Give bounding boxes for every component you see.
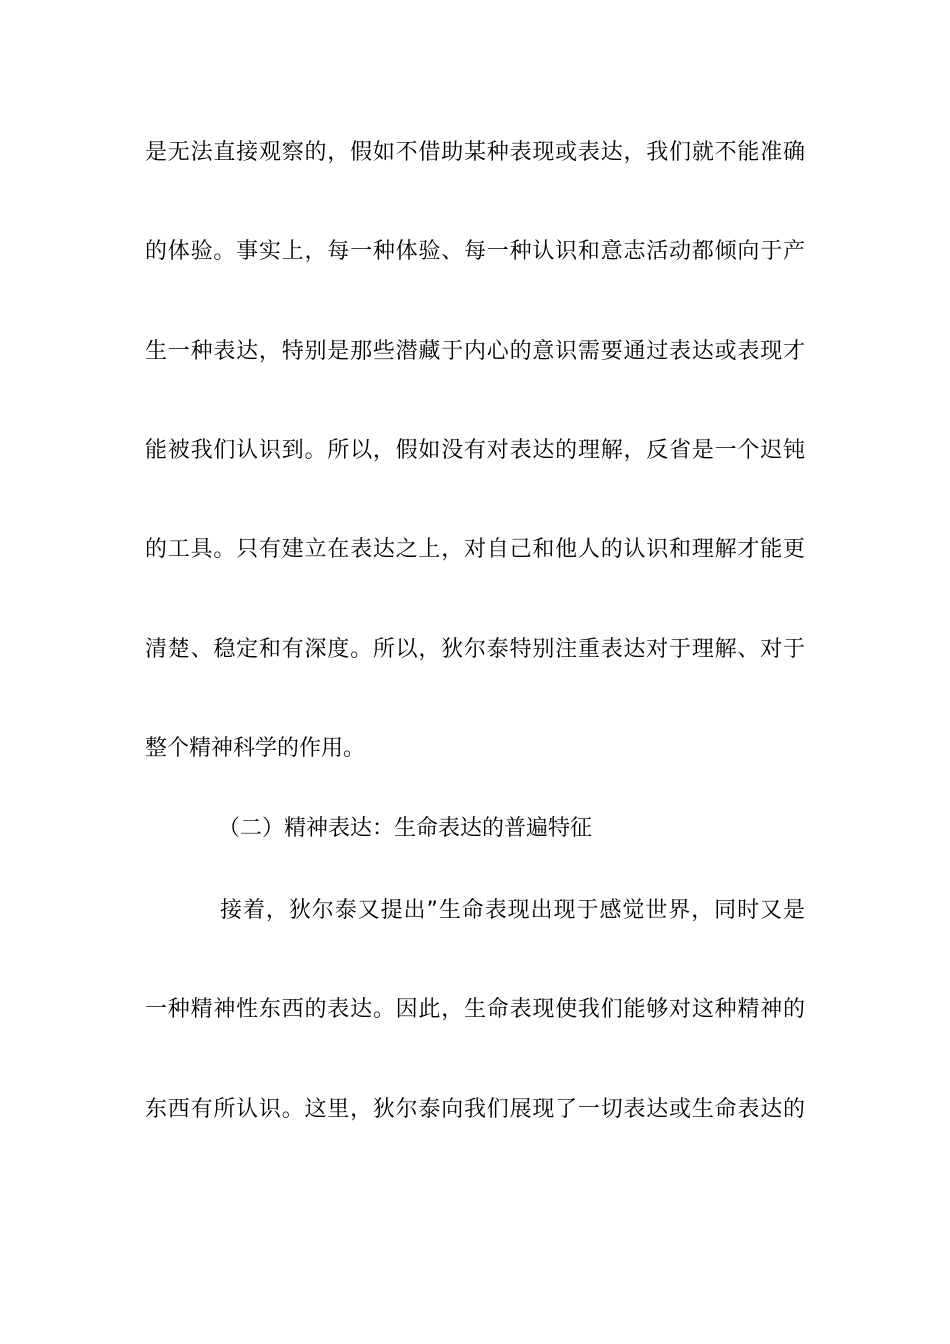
body-text-line: 能被我们认识到。所以，假如没有对表达的理解，反省是一个迟钝: [145, 438, 805, 463]
body-text-line: 是无法直接观察的，假如不借助某种表现或表达，我们就不能准确: [145, 140, 805, 165]
body-text-line: 清楚、稳定和有深度。所以，狄尔泰特别注重表达对于理解、对于: [145, 637, 805, 662]
body-text-line: 一种精神性东西的表达。因此，生命表现使我们能够对这种精神的: [145, 997, 805, 1022]
body-text-line: 东西有所认识。这里，狄尔泰向我们展现了一切表达或生命表达的: [145, 1097, 805, 1122]
body-text-line: 接着，狄尔泰又提出”生命表现出现于感觉世界，同时又是: [220, 898, 805, 923]
body-text-line: 的体验。事实上，每一种体验、每一种认识和意志活动都倾向于产: [145, 239, 805, 264]
body-text-line: 的工具。只有建立在表达之上，对自己和他人的认识和理解才能更: [145, 537, 805, 562]
body-text-line: 整个精神科学的作用。: [145, 736, 366, 761]
body-text-line: 生一种表达，特别是那些潜藏于内心的意识需要通过表达或表现才: [145, 339, 805, 364]
section-heading: （二）精神表达：生命表达的普遍特征: [218, 816, 593, 841]
